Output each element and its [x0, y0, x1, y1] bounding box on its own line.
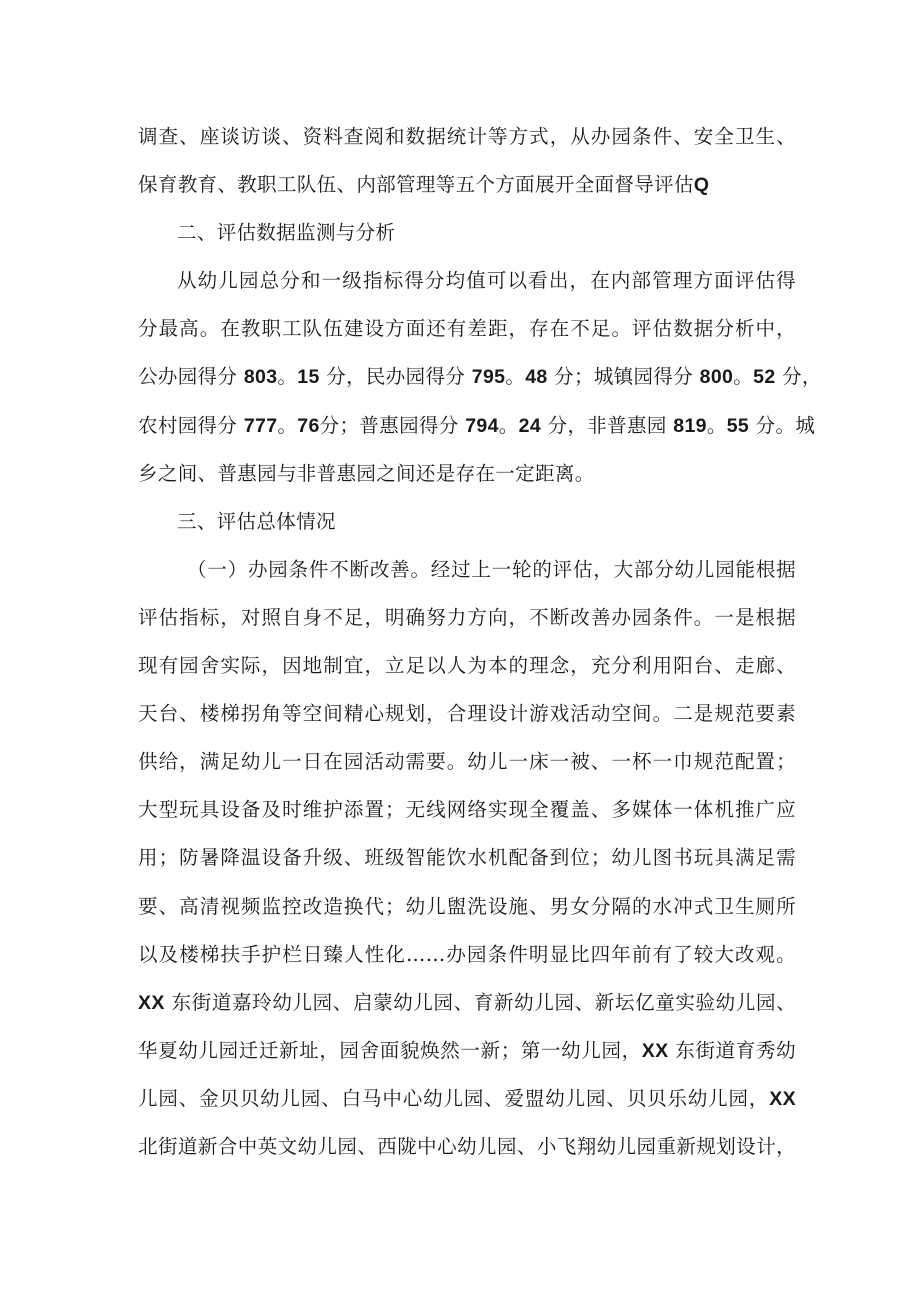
score-sep: 。 — [505, 365, 526, 389]
xx-placeholder: XX — [641, 1039, 669, 1062]
score-value: 777 — [243, 414, 278, 437]
paragraph-line: 供给，满足幼儿一日在园活动需要。幼儿一床一被、一杯一巾规范配置； — [138, 750, 796, 774]
score-sep: 。 — [706, 413, 727, 437]
score-value: 55 — [726, 414, 750, 437]
score-value: 795 — [471, 366, 506, 389]
score-line — [138, 353, 822, 401]
score-line — [138, 402, 816, 450]
text-run: 儿园、金贝贝幼儿园、白马中心幼儿园、爱盟幼儿园、贝贝乐幼儿园， — [138, 1086, 770, 1110]
paragraph-line: 北街道新合中英文幼儿园、西陇中心幼儿园、小飞翔幼儿园重新规划设计， — [138, 1134, 796, 1158]
score-label: 农村园得分 — [138, 413, 238, 437]
score-label: 分；普惠园得分 — [319, 413, 459, 437]
score-value: 800 — [699, 366, 734, 389]
paragraph-line — [138, 161, 796, 209]
text-run: 保育教育、教职工队伍、内部管理等五个方面展开全面督导评估 — [138, 173, 694, 197]
text-run: 华夏幼儿园迁迁新址，园舍面貌焕然一新；第一幼儿园， — [138, 1038, 642, 1062]
section-heading: 二、评估数据监测与分析 — [177, 221, 396, 245]
score-value: 15 — [297, 366, 320, 389]
paragraph-line: 天台、楼梯拐角等空间精心规划，合理设计游戏活动空间。二是规范要素 — [138, 702, 796, 726]
score-label: 公办园得分 — [138, 365, 238, 389]
paragraph-line: 分最高。在教职工队伍建设方面还有差距，存在不足。评估数据分析中， — [138, 317, 796, 341]
score-sep: 。 — [498, 413, 519, 437]
section-heading: 三、评估总体情况 — [177, 509, 336, 533]
score-value: 76 — [297, 414, 320, 437]
paragraph-line: 以及楼梯扶手护栏日臻人性化……办园条件明显比四年前有了较大改观。 — [138, 942, 796, 966]
paragraph-line: 乡之间、普惠园与非普惠园之间还是存在一定距离。 — [138, 461, 595, 485]
score-sep: 。 — [277, 413, 298, 437]
paragraph-line: 用；防暑降温设备升级、班级智能饮水机配备到位；幼儿图书玩具满足需 — [138, 846, 796, 870]
text-run: 东街道育秀幼 — [675, 1038, 796, 1062]
paragraph-line: （一）办园条件不断改善。经过上一轮的评估，大部分幼儿园能根据 — [187, 557, 796, 581]
score-value: 803 — [243, 366, 278, 389]
end-mark: Q — [693, 174, 710, 197]
paragraph-line — [138, 1027, 796, 1075]
xx-placeholder: XX — [769, 1087, 796, 1110]
score-value: 48 — [525, 366, 548, 389]
score-value: 794 — [465, 414, 499, 437]
score-unit: 分。城 — [755, 413, 816, 437]
text-run: 东街道嘉玲幼儿园、启蒙幼儿园、育新幼儿园、新坛亿童实验幼儿园、 — [171, 990, 796, 1014]
paragraph-line: 要、高清视频监控改造换代；幼儿盥洗设施、男女分隔的水冲式卫生厕所 — [138, 894, 796, 918]
paragraph-line: 调查、座谈访谈、资料查阅和数据统计等方式，从办园条件、安全卫生、 — [138, 125, 796, 148]
score-sep: 。 — [277, 365, 298, 389]
paragraph-line: 大型玩具设备及时维护添置；无线网络实现全覆盖、多媒体一体机推广应 — [138, 798, 796, 822]
score-label: 分，民办园得分 — [326, 365, 466, 389]
score-value: 819 — [673, 414, 707, 437]
score-value: 24 — [518, 414, 542, 437]
score-label: 分；城镇园得分 — [554, 365, 694, 389]
document-page — [138, 113, 822, 1171]
paragraph-line: 评估指标，对照自身不足，明确努力方向，不断改善办园条件。一是根据 — [138, 605, 796, 629]
score-label: 分，非普惠园 — [547, 413, 667, 437]
paragraph-line: 现有园舍实际，因地制宜，立足以人为本的理念，充分利用阳台、走廊、 — [138, 654, 796, 678]
score-value: 52 — [753, 366, 776, 389]
paragraph-line — [138, 1075, 796, 1123]
paragraph-line: 从幼儿园总分和一级指标得分均值可以看出，在内部管理方面评估得 — [177, 269, 796, 293]
xx-placeholder: XX — [138, 991, 165, 1014]
score-unit: 分， — [782, 365, 822, 389]
paragraph-line — [138, 979, 796, 1027]
score-sep: 。 — [733, 365, 754, 389]
